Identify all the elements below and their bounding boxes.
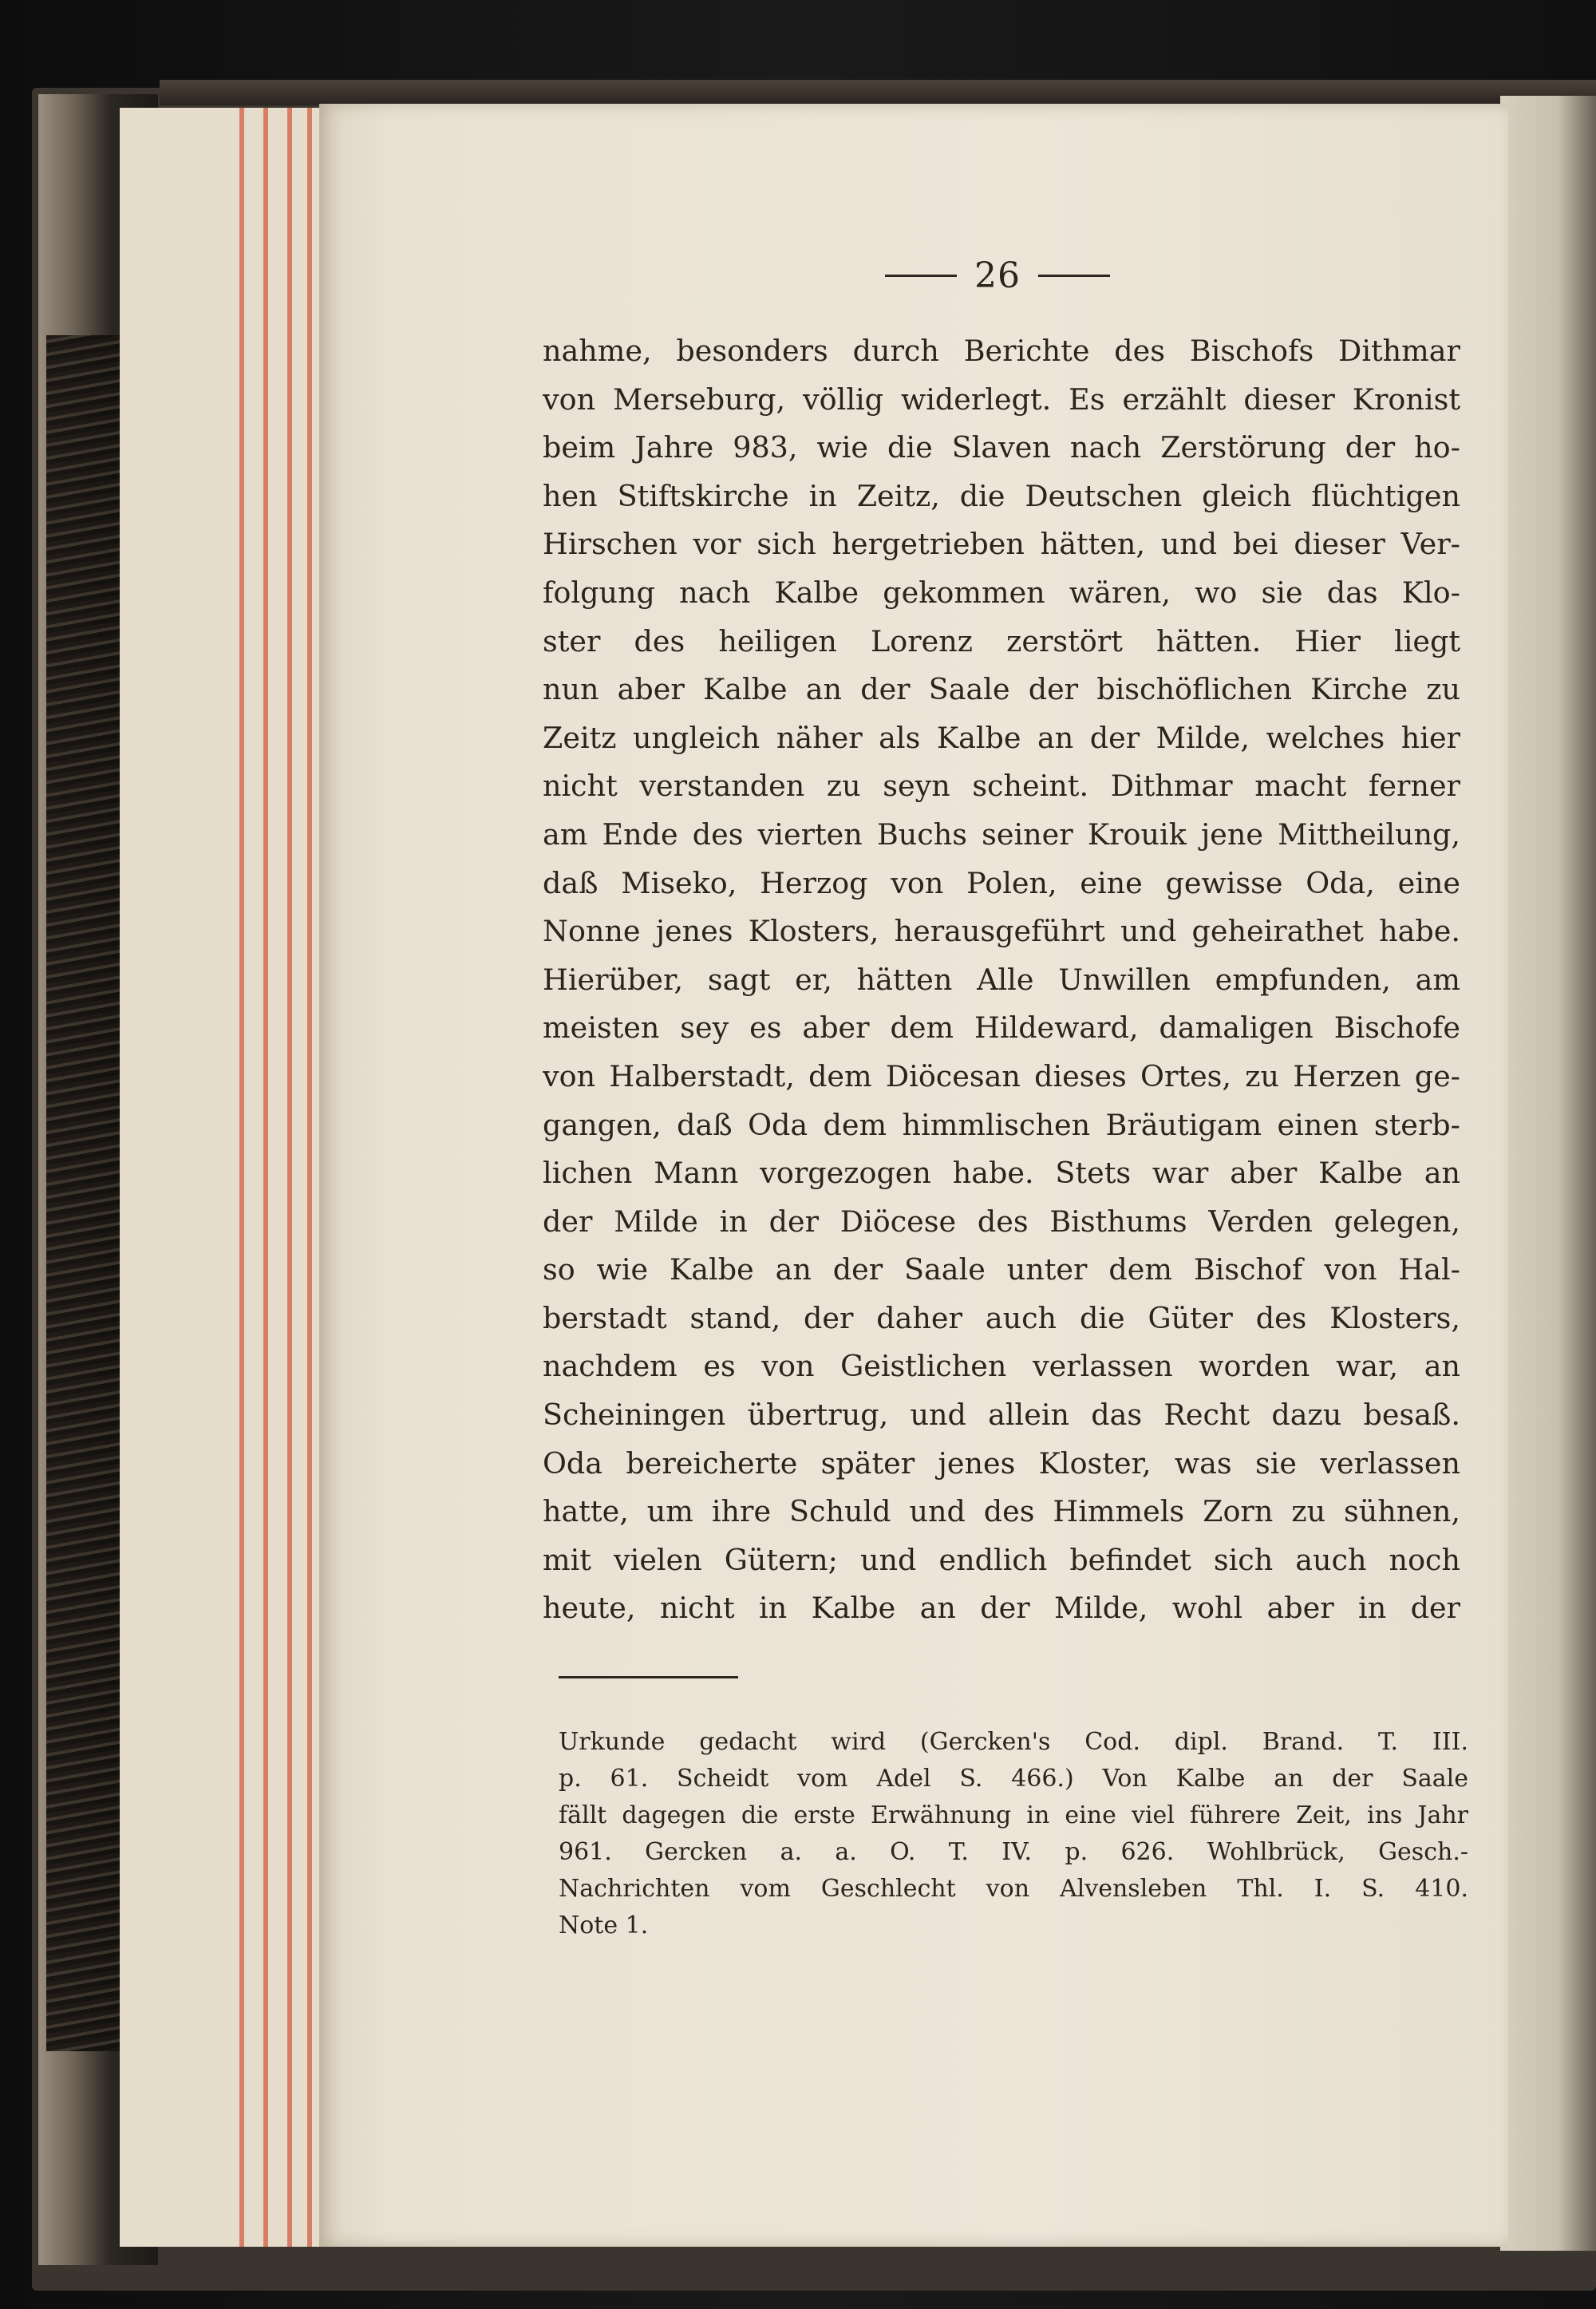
page-header [854, 251, 1141, 299]
footnote-rule [559, 1676, 738, 1678]
text-line: Hierüber, sagt er, hätten Alle Unwillen empfunden, am [543, 962, 1460, 997]
text-line: gangen, daß Oda dem himmlischen Bräutigam einen sterb- [543, 1107, 1460, 1142]
text-line: nahme, besonders durch Berichte des Bischofs Dithmar [543, 334, 1460, 368]
text-line: beim Jahre 983, wie die Slaven nach Zerstörung der ho- [543, 430, 1460, 465]
red-leaf-edge [239, 108, 244, 2247]
red-leaf-edge [307, 108, 312, 2247]
text-line: Zeitz ungleich näher als Kalbe an der Milde, welches hier [543, 720, 1460, 755]
text-line: nicht verstanden zu seyn scheint. Dithmar macht ferner [543, 769, 1460, 804]
text-line: meisten sey es aber dem Hildeward, damaligen Bischofe [543, 1010, 1460, 1046]
text-line: folgung nach Kalbe gekommen wären, wo sie das Klo- [543, 575, 1460, 610]
text-line: lichen Mann vorgezogen habe. Stets war aber Kalbe an [543, 1156, 1460, 1191]
text-line: Hirschen vor sich hergetrieben hätten, und bei dieser Ver- [543, 527, 1460, 562]
footnote-line: fällt dagegen die erste Erwähnung in eine viel führere Zeit, ins Jahr [559, 1801, 1468, 1829]
text-line: berstadt stand, der daher auch die Güter des Klosters, [543, 1300, 1460, 1335]
marbled-edge [46, 335, 122, 2051]
text-line: ster des heiligen Lorenz zerstört hätten. Hier liegt [543, 623, 1460, 658]
footnote-line: p. 61. Scheidt vom Adel S. 466.) Von Kalbe an der Saale [559, 1765, 1468, 1793]
footnote [559, 1724, 1468, 1944]
page-number: 26 [974, 255, 1021, 296]
text-line: hen Stiftskirche in Zeitz, die Deutschen gleich flüchtigen [543, 478, 1460, 513]
footnote-line: Nachrichten vom Geschlecht von Alvensleben Thl. I. S. 410. [559, 1875, 1468, 1903]
red-leaf-edge [263, 108, 268, 2247]
book-top-edge [160, 80, 1596, 105]
text-line: Scheiningen übertrug, und allein das Recht dazu besaß. [543, 1398, 1460, 1433]
footnote-line: Urkunde gedacht wird (Gercken's Cod. dipl. Brand. T. III. [559, 1728, 1468, 1756]
header-rule-left [885, 275, 957, 277]
text-line: mit vielen Gütern; und endlich befindet sich auch noch [543, 1542, 1460, 1577]
facing-page-edge [1500, 96, 1596, 2251]
red-leaf-edge [287, 108, 292, 2247]
text-line: heute, nicht in Kalbe an der Milde, wohl aber in der [543, 1591, 1460, 1626]
text-line: am Ende des vierten Buchs seiner Krouik jene Mittheilung, [543, 816, 1460, 852]
text-line: nun aber Kalbe an der Saale der bischöflichen Kirche zu [543, 672, 1460, 707]
body-text [543, 327, 1460, 1633]
text-line: von Halberstadt, dem Diöcesan dieses Ortes, zu Herzen ge- [543, 1058, 1460, 1093]
text-line: von Merseburg, völlig widerlegt. Es erzählt dieser Kronist [543, 382, 1460, 417]
text-line: nachdem es von Geistlichen verlassen worden war, an [543, 1349, 1460, 1384]
text-line: daß Miseko, Herzog von Polen, eine gewisse Oda, eine [543, 865, 1460, 900]
text-line: so wie Kalbe an der Saale unter dem Bischof von Hal- [543, 1252, 1460, 1287]
footnote-line: Note 1. [559, 1912, 649, 1939]
text-line: hatte, um ihre Schuld und des Himmels Zorn zu sühnen, [543, 1494, 1460, 1529]
text-line: der Milde in der Diöcese des Bisthums Verden gelegen, [543, 1204, 1460, 1239]
footnote-line: 961. Gercken a. a. O. T. IV. p. 626. Wohlbrück, Gesch.- [559, 1838, 1468, 1866]
text-line: Oda bereicherte später jenes Kloster, was sie verlassen [543, 1445, 1460, 1481]
header-rule-right [1038, 275, 1110, 277]
text-line: Nonne jenes Klosters, herausgeführt und geheirathet habe. [543, 914, 1460, 949]
